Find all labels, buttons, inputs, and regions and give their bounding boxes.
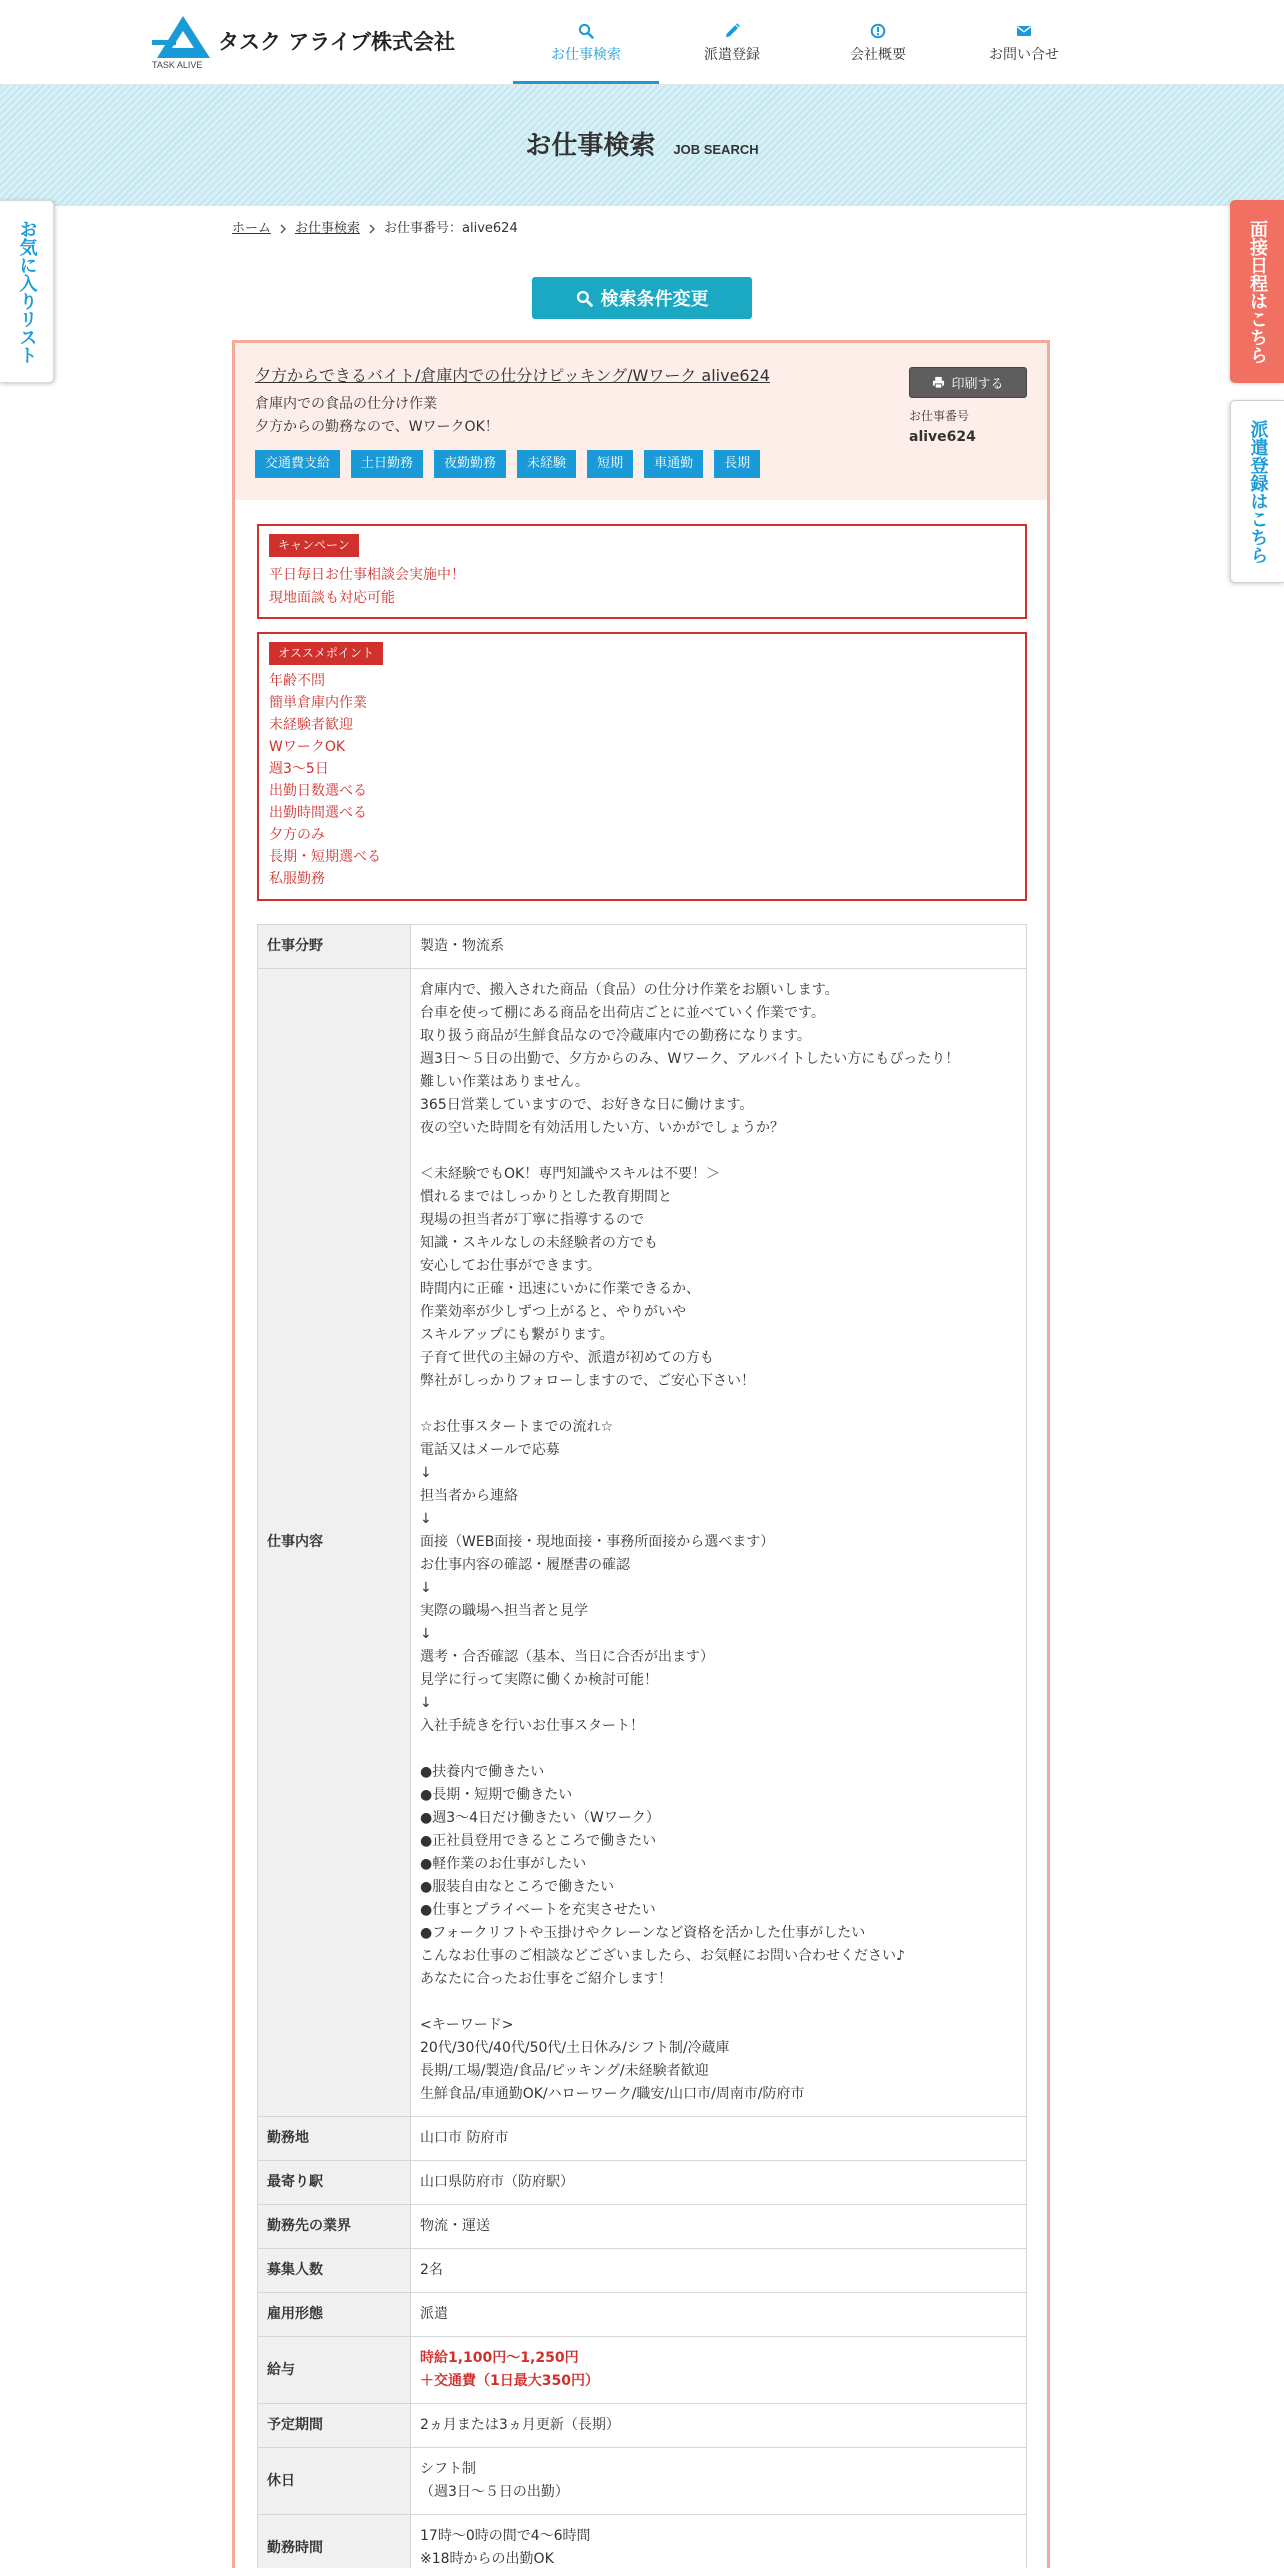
campaign-line: 現地面談も対応可能 [269,590,395,606]
detail-value: シフト制 （週3日～５日の出勤） [411,2448,1027,2515]
recommend-point: 未経験者歓迎 [269,717,353,733]
nav-item-job-search[interactable] [513,0,659,84]
job-card [232,340,1050,2568]
interview-schedule-label: 面接日程はこちら [1247,219,1268,364]
detail-value: 物流・運送 [411,2205,1027,2249]
page-hero [0,85,1284,206]
main-nav [513,0,1097,85]
nav-item-company[interactable] [805,0,951,84]
row-working-hours [258,2515,1027,2568]
breadcrumb-job-search[interactable]: お仕事検索 [295,221,361,236]
row-period [258,2404,1027,2448]
detail-label: 予定期間 [258,2404,411,2448]
job-tag: 車通勤 [644,450,703,478]
recommend-point: 出勤時間選べる [269,805,367,821]
pencil-icon [724,23,740,39]
register-label: 派遣登録はこちら [1247,419,1269,564]
job-tags [255,450,1027,478]
logo-subtext: TASK ALIVE [152,60,203,70]
info-circle-icon [870,23,886,39]
job-tag: 未経験 [517,450,576,478]
change-search-label: 検索条件変更 [600,289,709,310]
favorites-list-tab[interactable] [0,200,54,383]
detail-value: 山口市 防府市 [411,2117,1027,2161]
recommend-point: 長期・短期選べる [269,849,381,865]
print-button[interactable] [909,367,1027,398]
page-subtitle: JOB SEARCH [673,141,759,157]
recommend-point: 週3～5日 [269,761,329,777]
breadcrumb-current: お仕事番号：alive624 [384,221,518,236]
logo-mark-icon [152,16,210,58]
detail-label: 募集人数 [258,2249,411,2293]
job-number: alive624 [909,429,976,445]
search-icon [578,23,594,39]
detail-label: 仕事内容 [258,969,411,2117]
favorites-list-label: お気に入りリスト [16,219,38,364]
detail-label: 勤務時間 [258,2515,411,2568]
detail-value: 派遣 [411,2293,1027,2337]
change-search-button[interactable] [532,277,752,319]
nav-item-contact[interactable] [951,0,1097,84]
row-holidays [258,2448,1027,2515]
job-summary-line: 夕方からの勤務なので、WワークOK！ [255,419,499,435]
logo[interactable] [152,14,462,76]
breadcrumb-home[interactable]: ホーム [232,221,272,236]
logo-text: タスク アライブ株式会社 [218,30,456,54]
register-tab[interactable] [1230,400,1284,583]
job-details-table [257,924,1027,2568]
salary-value: 時給1,100円～1,250円 ＋交通費（1日最大350円） [411,2337,1027,2404]
job-tag: 土日勤務 [351,450,423,478]
job-title: 夕方からできるバイト/倉庫内での仕分けピッキング/Wワーク alive624 [255,366,770,385]
job-summary-line: 倉庫内での食品の仕分け作業 [255,396,437,412]
recommend-point: 簡単倉庫内作業 [269,695,367,711]
recommend-point: WワークOK [269,739,346,755]
chevron-right-icon [368,224,376,234]
nav-item-register[interactable] [659,0,805,84]
detail-label: 雇用形態 [258,2293,411,2337]
recommend-point: 出勤日数選べる [269,783,367,799]
breadcrumb [232,219,518,239]
detail-value: 山口県防府市（防府駅） [411,2161,1027,2205]
campaign-label: キャンペーン [269,534,359,557]
recommend-box [257,632,1027,901]
campaign-line: 平日毎日お仕事相談会実施中！ [269,567,465,583]
detail-label: 給与 [258,2337,411,2404]
page-title: お仕事検索 [525,130,656,161]
nav-label: お問い合せ [989,47,1059,63]
row-location [258,2117,1027,2161]
recommend-label: オススメポイント [269,642,383,665]
row-salary [258,2337,1027,2404]
interview-schedule-tab[interactable] [1230,200,1284,383]
job-tag: 長期 [714,450,760,478]
printer-icon [932,376,945,389]
detail-value: 2名 [411,2249,1027,2293]
detail-value: 倉庫内で、搬入された商品（食品）の仕分け作業をお願いします。 台車を使って棚にある商品を出荷店ごとに並べていく作業です。 取り扱う商品が生鮮食品なので冷蔵庫内での勤務になります。 週3日～５日の出勤で、夕方からのみ、Wワーク、アルバイトしたい方にもぴったり！ 難しい作業はありません。 365日営業していますので、お好きな日に働けます。 夜の空いた時間を有効活用したい方、いかがでしょうか？ ＜未経験でもOK！専門知識やスキルは不要！＞ 慣れるまではしっかりとした教育期間と 現場の担当者が丁寧に指導するので 知識・スキルなしの未経験者の方でも 安心してお仕事ができます。 時間内に正確・迅速にいかに作業できるか、 作業効率が少しずつ上がると、やりがいや スキルアップにも繋がります。 子育て世代の主婦の方や、派遣が初めての方も 弊社がしっかりフォローしますので、ご安心下さい！ ☆お仕事スタートまでの流れ☆ 電話又はメールで応募 ↓ 担当者から連絡 ↓ 面接（WEB面接・現地面接・事務所面接から選べます） お仕事内容の確認・履歴書の確認 ↓ 実際の職場へ担当者と見学 ↓ 選考・合否確認（基本、当日に合否が出ます） 見学に行って実際に働くか検討可能！ ↓ 入社手続きを行いお仕事スタート！ ●扶養内で働きたい ●長期・短期で働きたい ●週3～4日だけ働きたい（Wワーク） ●正社員登用できるところで働きたい ●軽作業のお仕事がしたい ●服装自由なところで働きたい ●仕事とプライベートを充実させたい ●フォークリフトや玉掛けやクレーンなど資格を活かした仕事がしたい こんなお仕事のご相談などございましたら、お気軽にお問い合わせください♪ あなたに合ったお仕事をご紹介します！ <キーワード> 20代/30代/40代/50代/土日休み/シフト制/冷蔵庫 長期/工場/製造/食品/ピッキング/未経験者歓迎 生鮮食品/車通勤OK/ハローワーク/職安/山口市/周南市/防府市 [411,969,1027,2117]
row-nearest-station [258,2161,1027,2205]
row-industry [258,2205,1027,2249]
job-tag: 交通費支給 [255,450,340,478]
recommend-point: 夕方のみ [269,827,325,843]
detail-label: 勤務地 [258,2117,411,2161]
row-job-description [258,969,1027,2117]
chevron-right-icon [279,224,287,234]
nav-label: 会社概要 [850,47,906,63]
detail-value: 2ヵ月または3ヵ月更新（長期） [411,2404,1027,2448]
job-number-label: お仕事番号 [909,409,970,423]
detail-label: 勤務先の業界 [258,2205,411,2249]
search-icon [576,290,593,307]
row-openings [258,2249,1027,2293]
job-card-body [235,500,1047,2568]
recommend-point: 年齢不問 [269,673,325,689]
campaign-box [257,524,1027,619]
detail-label: 最寄り駅 [258,2161,411,2205]
nav-label: 派遣登録 [704,47,760,63]
print-label: 印刷する [951,377,1004,392]
job-tag: 夜勤勤務 [434,450,506,478]
nav-label: お仕事検索 [551,47,621,63]
recommend-point: 私服勤務 [269,871,325,887]
row-job-field [258,925,1027,969]
detail-label: 仕事分野 [258,925,411,969]
detail-label: 休日 [258,2448,411,2515]
envelope-icon [1016,23,1032,39]
site-header [0,0,1284,85]
detail-value: 17時～0時の間で4～6時間 ※18時からの出勤OK [411,2515,1027,2568]
row-employment-type [258,2293,1027,2337]
job-tag: 短期 [587,450,633,478]
job-card-header [235,343,1047,500]
detail-value: 製造・物流系 [411,925,1027,969]
